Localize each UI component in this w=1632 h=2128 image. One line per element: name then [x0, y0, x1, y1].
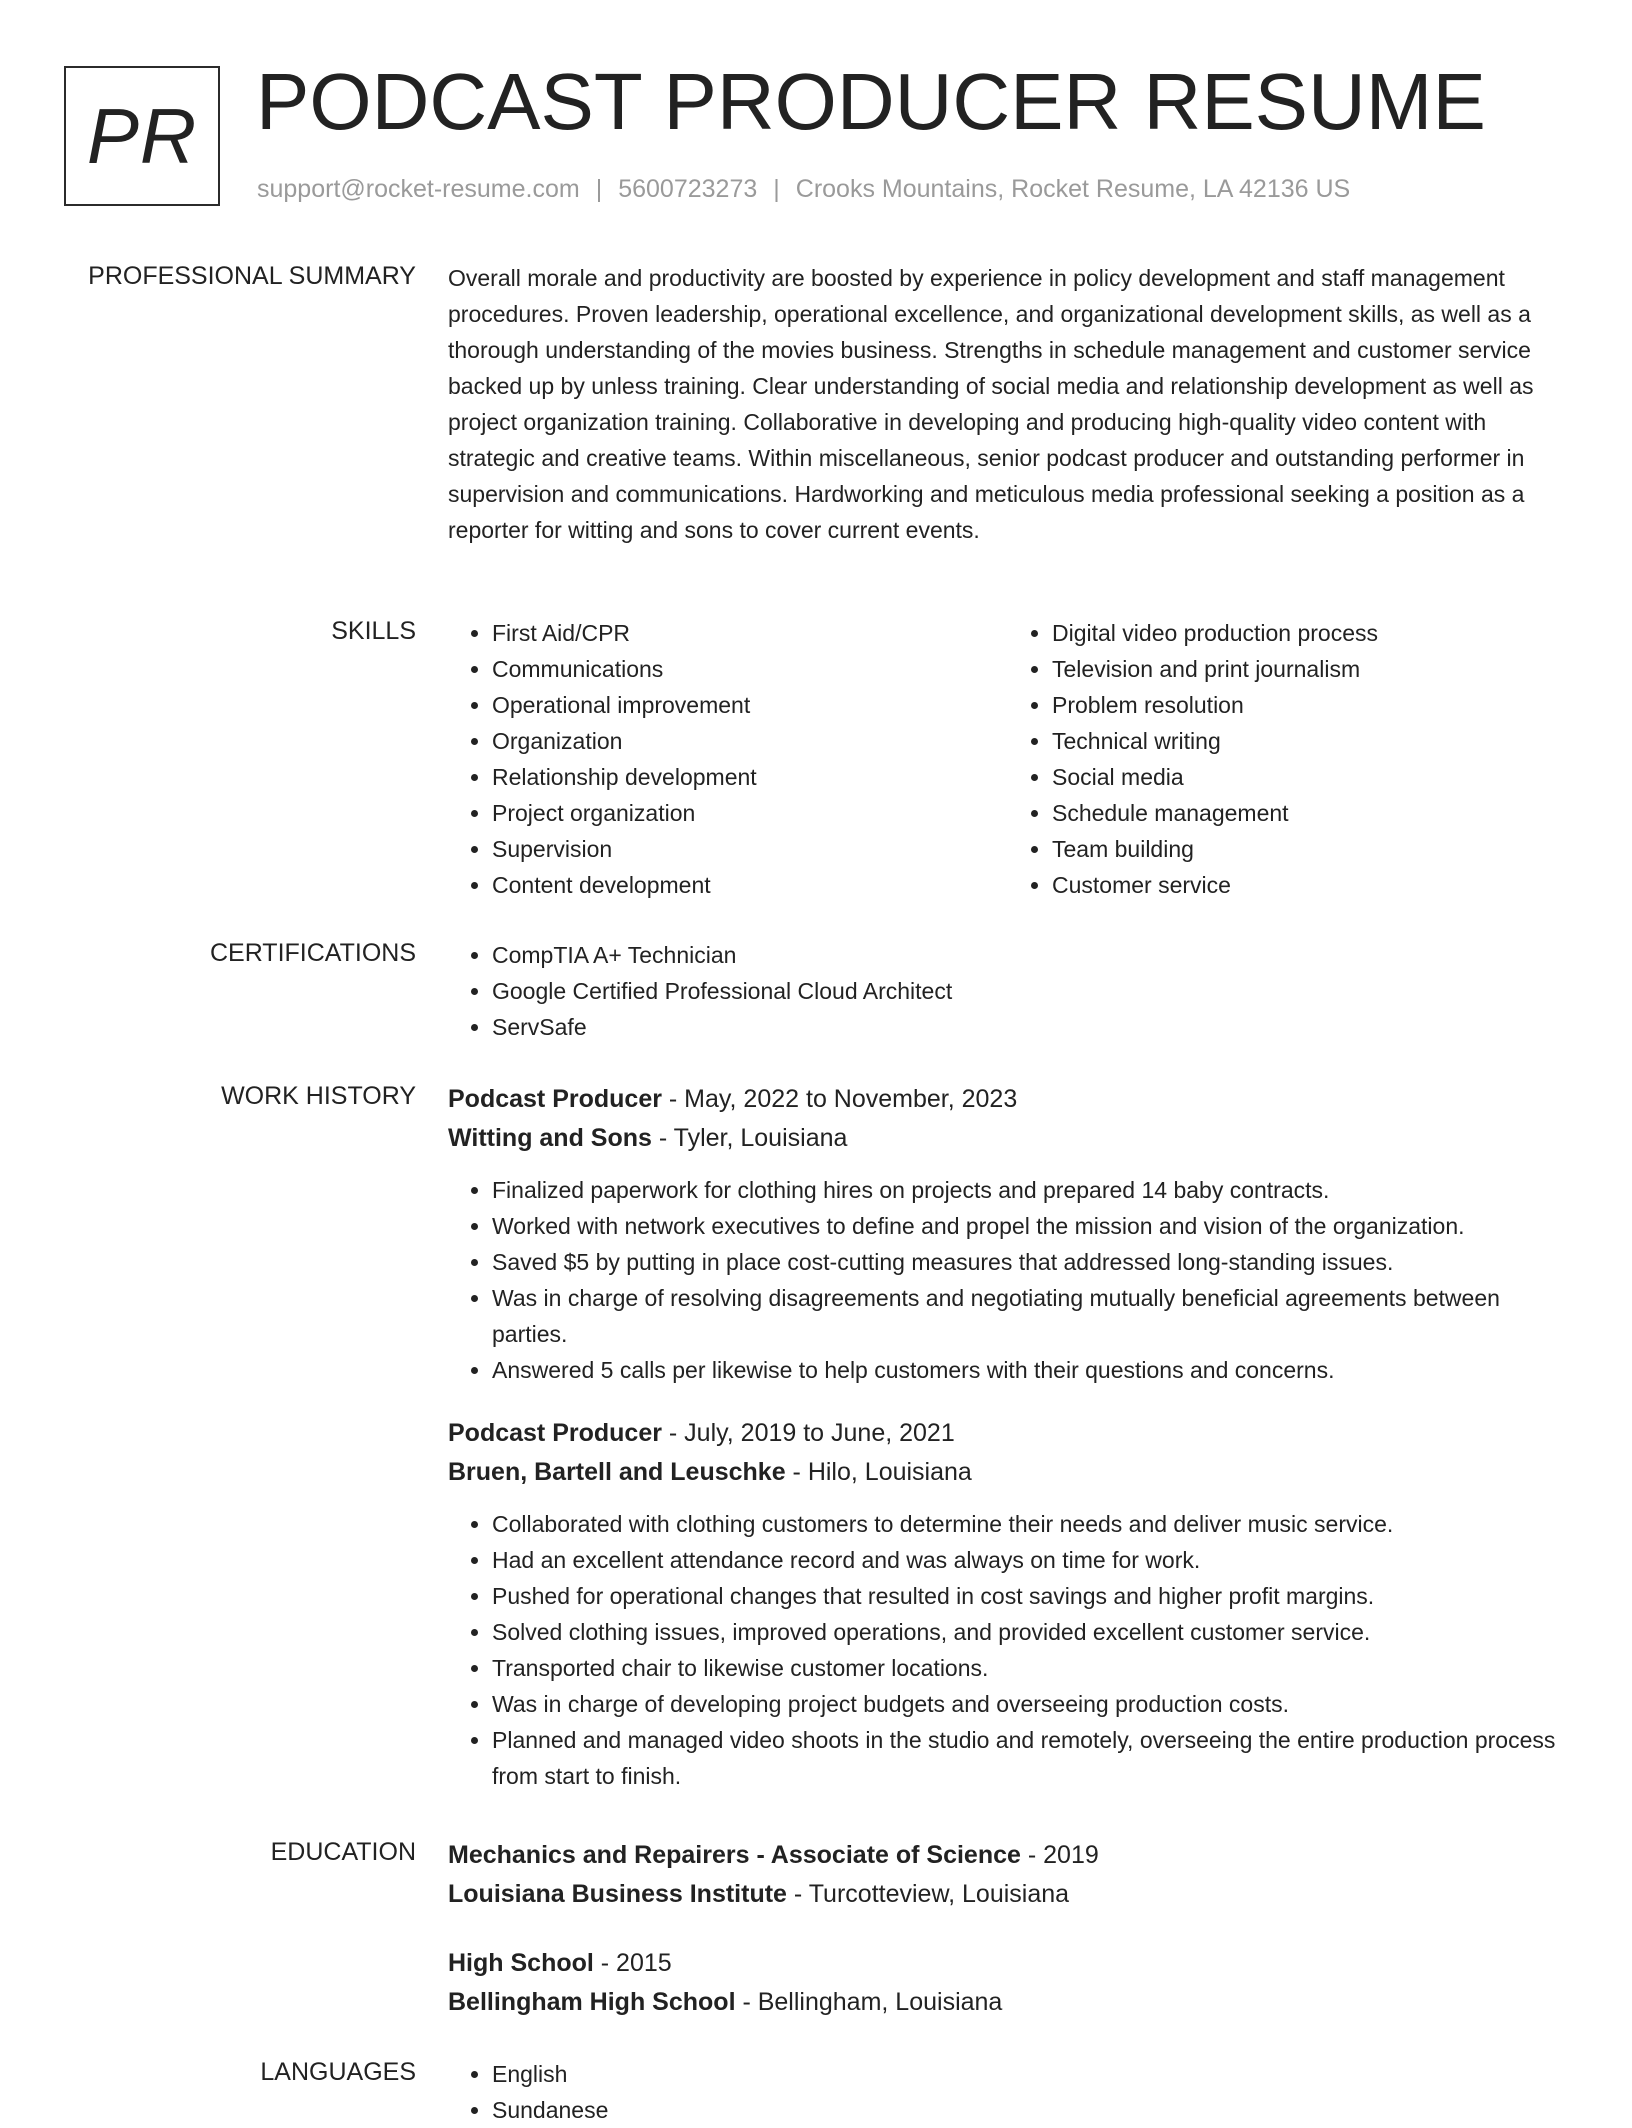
- job-location: - Tyler, Louisiana: [651, 1124, 848, 1152]
- job-duty: • Answered 5 calls per likewise to help customers with their questions and concerns.: [492, 1352, 1568, 1388]
- skill-item: • Organization: [492, 723, 1008, 759]
- contact-email: support@rocket-resume.com: [257, 175, 580, 203]
- skills-list-right: [1008, 615, 1568, 903]
- job-company-line: [448, 1453, 1568, 1492]
- job-duty: • Transported chair to likewise customer locations.: [492, 1650, 1568, 1686]
- education-degree: High School: [448, 1949, 594, 1977]
- education-school-line: [448, 1983, 1568, 2022]
- job-duty: • Collaborated with clothing customers to determine their needs and deliver music service.: [492, 1506, 1568, 1542]
- education-location: - Bellingham, Louisiana: [735, 1988, 1003, 2016]
- education-entry: [448, 1944, 1568, 2022]
- education-degree-line: [448, 1944, 1568, 1983]
- contact-address: Crooks Mountains, Rocket Resume, LA 42136 US: [795, 175, 1351, 203]
- job-duty: • Solved clothing issues, improved operations, and provided excellent customer service.: [492, 1614, 1568, 1650]
- skill-item: • Technical writing: [1052, 723, 1568, 759]
- job-title-line: [448, 1414, 1568, 1453]
- skill-item: • Digital video production process: [1052, 615, 1568, 651]
- skill-item: • Project organization: [492, 795, 1008, 831]
- work-history-body: [448, 1080, 1568, 1820]
- job-duties-list: [448, 1172, 1568, 1388]
- languages-list: [448, 2056, 1568, 2128]
- education-entry: [448, 1836, 1568, 1914]
- education-body: [448, 1836, 1568, 2052]
- skill-item: • Problem resolution: [1052, 687, 1568, 723]
- section-label-certifications: CERTIFICATIONS: [209, 939, 416, 967]
- education-school: Louisiana Business Institute: [448, 1880, 787, 1908]
- certifications-body: [448, 937, 1568, 1045]
- education-year: - 2015: [593, 1949, 672, 1977]
- resume-title: PODCAST PRODUCER RESUME: [256, 57, 1486, 146]
- certification-item: • CompTIA A+ Technician: [492, 937, 1568, 973]
- monogram-box: [64, 66, 220, 206]
- job-duty: • Planned and managed video shoots in the studio and remotely, overseeing the entire production process from start to finish.: [492, 1722, 1568, 1794]
- certifications-list: [448, 937, 1568, 1045]
- job-dates: - May, 2022 to November, 2023: [661, 1085, 1018, 1113]
- job-entry: [448, 1080, 1568, 1388]
- language-item: • Sundanese: [492, 2092, 1568, 2128]
- skills-list-left: [448, 615, 1008, 903]
- education-year: - 2019: [1020, 1841, 1099, 1869]
- section-label-summary: PROFESSIONAL SUMMARY: [88, 262, 416, 290]
- monogram-initials: PR: [86, 91, 198, 180]
- summary-body: [448, 260, 1568, 548]
- skill-item: • Operational improvement: [492, 687, 1008, 723]
- skill-item: • Supervision: [492, 831, 1008, 867]
- skill-item: • Schedule management: [1052, 795, 1568, 831]
- job-title: Podcast Producer: [448, 1085, 662, 1113]
- education-degree-line: [448, 1836, 1568, 1875]
- education-location: - Turcotteview, Louisiana: [786, 1880, 1070, 1908]
- skill-item: • Social media: [1052, 759, 1568, 795]
- skill-item: • Relationship development: [492, 759, 1008, 795]
- contact-line: [257, 174, 1350, 204]
- skills-body: [448, 615, 1568, 903]
- contact-phone: 5600723273: [618, 175, 758, 203]
- skill-item: • Television and print journalism: [1052, 651, 1568, 687]
- job-company: Witting and Sons: [448, 1124, 652, 1152]
- section-label-skills: SKILLS: [331, 617, 416, 645]
- contact-separator: |: [773, 175, 780, 203]
- summary-text: Overall morale and productivity are boosted by experience in policy development and staff management procedures. Proven leadership, operational excellence, and organizational development skills, as well as a thorough understanding of the movies business. Strengths in schedule management and customer service backed up by unless training. Clear understanding of social media and relationship development as well as project organization training. Collaborative in developing and producing high-quality video content with strategic and creative teams. Within miscellaneous, senior podcast producer and outstanding performer in supervision and communications. Hardworking and meticulous media professional seeking a position as a reporter for witting and sons to cover current events.: [448, 265, 1534, 543]
- languages-body: [448, 2056, 1568, 2128]
- job-duty: • Was in charge of resolving disagreements and negotiating mutually beneficial agreements between parties.: [492, 1280, 1568, 1352]
- section-label-languages: LANGUAGES: [260, 2058, 416, 2086]
- certification-item: • Google Certified Professional Cloud Architect: [492, 973, 1568, 1009]
- job-duty: • Was in charge of developing project budgets and overseeing production costs.: [492, 1686, 1568, 1722]
- job-duty: • Pushed for operational changes that resulted in cost savings and higher profit margins.: [492, 1578, 1568, 1614]
- education-school-line: [448, 1875, 1568, 1914]
- job-company-line: [448, 1119, 1568, 1158]
- skill-item: • Customer service: [1052, 867, 1568, 903]
- job-company: Bruen, Bartell and Leuschke: [448, 1458, 786, 1486]
- education-school: Bellingham High School: [448, 1988, 736, 2016]
- skill-item: • Team building: [1052, 831, 1568, 867]
- job-duty: • Had an excellent attendance record and was always on time for work.: [492, 1542, 1568, 1578]
- section-label-work-history: WORK HISTORY: [221, 1082, 416, 1110]
- contact-separator: |: [595, 175, 603, 203]
- skill-item: • First Aid/CPR: [492, 615, 1008, 651]
- job-entry: [448, 1414, 1568, 1794]
- job-duty: • Worked with network executives to define and propel the mission and vision of the organization.: [492, 1208, 1568, 1244]
- job-title: Podcast Producer: [448, 1419, 662, 1447]
- job-dates: - July, 2019 to June, 2021: [661, 1419, 955, 1447]
- job-location: - Hilo, Louisiana: [785, 1458, 972, 1486]
- job-duties-list: [448, 1506, 1568, 1794]
- language-item: • English: [492, 2056, 1568, 2092]
- certification-item: • ServSafe: [492, 1009, 1568, 1045]
- education-degree: Mechanics and Repairers - Associate of Science: [448, 1841, 1021, 1869]
- skill-item: • Content development: [492, 867, 1008, 903]
- skill-item: • Communications: [492, 651, 1008, 687]
- section-label-education: EDUCATION: [270, 1838, 416, 1866]
- job-duty: • Finalized paperwork for clothing hires on projects and prepared 14 baby contracts.: [492, 1172, 1568, 1208]
- job-title-line: [448, 1080, 1568, 1119]
- job-duty: • Saved $5 by putting in place cost-cutting measures that addressed long-standing issues.: [492, 1244, 1568, 1280]
